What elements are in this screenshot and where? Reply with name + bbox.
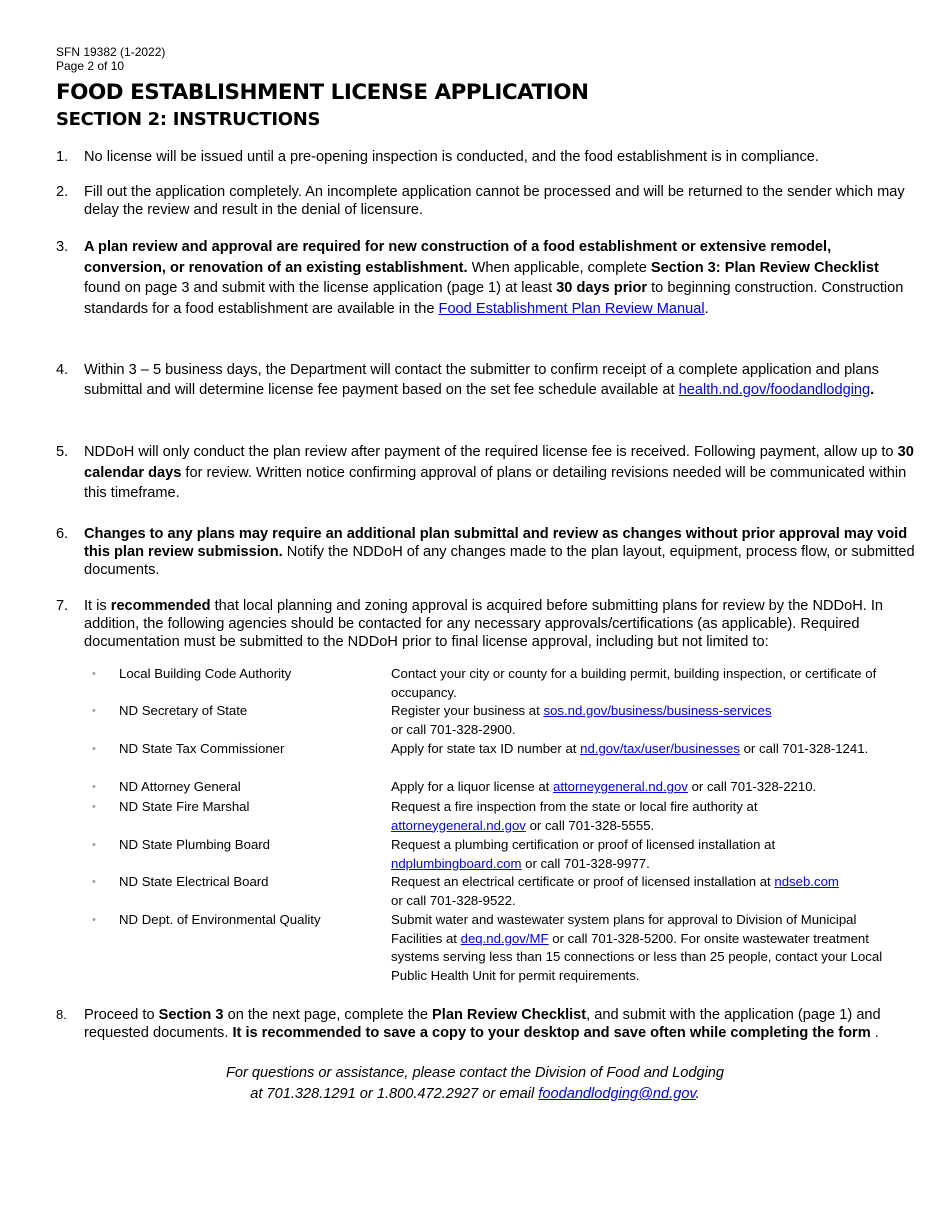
bold-text: Section 3: Plan Review Checklist: [650, 259, 879, 276]
item-number: 4.: [56, 362, 69, 378]
bullet-icon: •: [92, 668, 96, 680]
bold-text: It is recommended to save a copy to your desktop and save often while completing the form: [232, 1025, 871, 1041]
item-text: A plan review and approval are required for new construction of a food establishment or extensive remodel, conversion, or renovation of an existing establishment. When applicable, complete Section 3: Plan Review Checklist found on page 3 and submit with the license application (page 1) at least 30 days prior to beginning construction. Construction standards for a food establishment are available in the Food Establishment Plan Review Manual.: [84, 239, 904, 317]
agency-name: ND State Electrical Board: [119, 874, 269, 889]
item-number: 3.: [56, 239, 69, 255]
deq-link[interactable]: deq.nd.gov/MF: [460, 930, 549, 946]
bullet-icon: •: [92, 705, 96, 717]
instruction-item-8: [56, 1006, 916, 1042]
agency-name: ND Dept. of Environmental Quality: [119, 912, 321, 927]
fire-marshal-link[interactable]: attorneygeneral.nd.gov: [391, 817, 526, 833]
item-number: 5.: [56, 444, 69, 460]
agency-name: ND Attorney General: [119, 779, 241, 794]
item-text: It is recommended that local planning and zoning approval is acquired before submitting plans for review by the NDDoH. In addition, the following agencies should be contacted for any necessary approvals/certifications (as applicable). Required documentation must be submitted to the NDDoH prior to final license approval, including but not limited to:: [84, 598, 884, 650]
section-title: SECTION 2: INSTRUCTIONS: [56, 109, 321, 130]
electrical-board-link[interactable]: ndseb.com: [774, 874, 839, 889]
bold-text: A plan review and approval are required for new construction of a food establishment or extensive remodel, conversion, or renovation of an existing establishment.: [84, 239, 832, 276]
page-title: FOOD ESTABLISHMENT LICENSE APPLICATION: [56, 80, 589, 105]
agency-name: ND State Fire Marshal: [119, 799, 250, 814]
item-number: 6.: [56, 526, 69, 542]
bullet-icon: •: [92, 876, 96, 888]
item-text: Proceed to Section 3 on the next page, complete the Plan Review Checklist, and submit with the application (page 1) and requested documents. It is recommended to save a copy to your desktop and save often while completing the form .: [84, 1007, 881, 1041]
item-number: 1.: [56, 149, 69, 165]
email-link[interactable]: foodandlodging@nd.gov: [538, 1086, 696, 1102]
plan-review-manual-link[interactable]: Food Establishment Plan Review Manual: [438, 300, 705, 317]
agency-description: Request a fire inspection from the state or local fire authority at attorneygeneral.nd.gov or call 701-328-5555.: [391, 799, 758, 833]
item-text: Changes to any plans may require an additional plan submittal and review as changes without prior approval may void this plan review submission. Notify the NDDoH of any changes made to the plan layout, equipment, process flow, or submitted documents.: [84, 526, 915, 578]
item-number: 8.: [56, 1007, 67, 1022]
bullet-icon: •: [92, 781, 96, 793]
instruction-item-5: [56, 442, 916, 504]
agency-name: ND State Plumbing Board: [119, 837, 270, 852]
item-text: Fill out the application completely. An incomplete application cannot be processed and will be returned to the sender which may delay the review and result in the denial of licensure.: [84, 184, 905, 218]
bullet-icon: •: [92, 914, 96, 926]
page-number: Page 2 of 10: [56, 59, 125, 73]
bold-text: 30 days prior: [556, 280, 648, 296]
agency-description: Submit water and wastewater system plans for approval to Division of Municipal Facilities at deq.nd.gov/MF or call 701-328-5200. For onsite wastewater treatment systems serving less than 15 connections or less than 25 people, contact your Local Public Health Unit for permit requirements.: [391, 912, 883, 983]
instruction-item-4: [56, 360, 916, 400]
plumbing-board-link[interactable]: ndplumbingboard.com: [391, 855, 522, 871]
bold-text: Changes to any plans may require an additional plan submittal and review as changes without prior approval may void this plan review submission.: [84, 526, 908, 560]
instruction-item-7: [56, 597, 916, 651]
instruction-item-3: [56, 237, 916, 319]
bold-text: recommended: [110, 598, 211, 614]
agency-description: Apply for state tax ID number at nd.gov/tax/user/businesses or call 701-328-1241.: [391, 741, 869, 756]
sos-link[interactable]: sos.nd.gov/business/business-services: [543, 703, 772, 718]
agency-name: ND State Tax Commissioner: [119, 741, 285, 756]
item-text: NDDoH will only conduct the plan review after payment of the required license fee is received. Following payment, allow up to 30 calendar days for review. Written notice confirming approval of plans or detailing revisions needed will be communicated within this timeframe.: [84, 444, 914, 501]
food-lodging-link[interactable]: health.nd.gov/foodandlodging: [678, 382, 871, 398]
item-number: 7.: [56, 598, 69, 614]
item-text: No license will be issued until a pre-opening inspection is conducted, and the food establishment is in compliance.: [84, 149, 819, 165]
bullet-icon: •: [92, 801, 96, 813]
agency-description: Request a plumbing certification or proof of licensed installation at ndplumbingboard.com or call 701-328-9977.: [391, 837, 776, 871]
contact-line-2: at 701.328.1291 or 1.800.472.2927 or email foodandlodging@nd.gov.: [250, 1086, 700, 1102]
agency-name: ND Secretary of State: [119, 703, 248, 718]
instruction-item-6: [56, 525, 916, 579]
bold-text: Section 3: [158, 1007, 224, 1023]
agency-description: Contact your city or county for a building permit, building inspection, or certificate of occupancy.: [391, 666, 877, 700]
item-text: Within 3 – 5 business days, the Department will contact the submitter to confirm receipt of a complete application and plans submittal and will determine license fee payment based on the set fee schedule available at health.nd.gov/foodandlodging.: [84, 362, 879, 398]
agency-name: Local Building Code Authority: [119, 666, 292, 681]
instruction-item-2: [56, 183, 916, 219]
bold-text: 30 calendar days: [84, 444, 914, 481]
item-number: 2.: [56, 184, 69, 200]
instruction-item-1: [56, 147, 916, 167]
bold-text: Plan Review Checklist: [432, 1007, 587, 1023]
agency-description: Request an electrical certificate or proof of licensed installation at ndseb.com or call 701-328-9522.: [391, 874, 839, 908]
tax-link[interactable]: nd.gov/tax/user/businesses: [580, 741, 740, 756]
contact-line-1: For questions or assistance, please contact the Division of Food and Lodging: [225, 1065, 725, 1081]
bullet-icon: •: [92, 839, 96, 851]
agency-description: Apply for a liquor license at attorneygeneral.nd.gov or call 701-328-2210.: [391, 779, 817, 794]
bullet-icon: •: [92, 743, 96, 755]
form-id: SFN 19382 (1-2022): [56, 45, 166, 59]
agency-description: Register your business at sos.nd.gov/business/business-services or call 701-328-2900.: [391, 703, 772, 737]
attorney-general-link[interactable]: attorneygeneral.nd.gov: [553, 779, 688, 794]
